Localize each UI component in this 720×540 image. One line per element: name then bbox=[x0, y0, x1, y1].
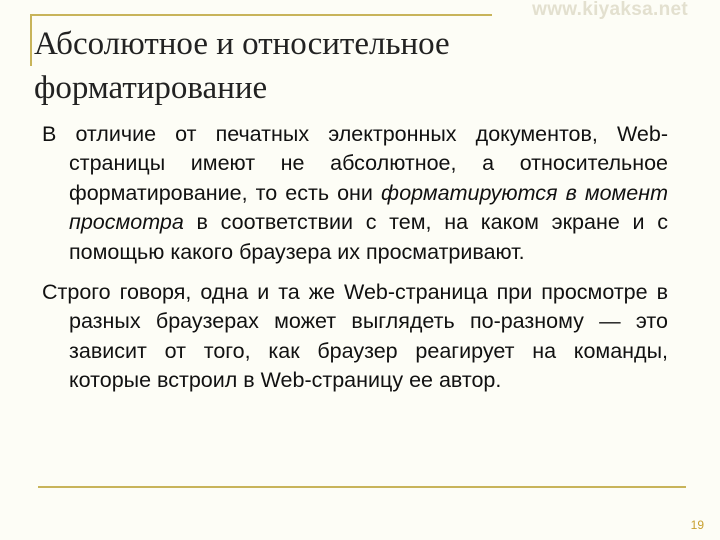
paragraph-1-italic: форматируются в момент просмотра bbox=[69, 180, 668, 235]
paragraph-2: Строго говоря, одна и та же Web-страница при просмотре в разных браузерах может выглядеть по-разному — это зависит от того, как браузер реагирует на команды, которые встроил в Web-страницу ее автор. bbox=[42, 280, 668, 393]
watermark-text: www.kiyaksa.net bbox=[532, 0, 688, 20]
page-number: 19 bbox=[690, 518, 704, 532]
paragraph-1-text-end: в соответствии с тем, на каком экране и с помощью какого браузера их просматривают. bbox=[69, 210, 668, 264]
paragraph-1 bbox=[42, 120, 668, 267]
footer-divider bbox=[38, 486, 686, 488]
paragraph-1-text-start: В отличие от печатных электронных документов, Web-страницы имеют не абсолютное, а относительное форматирование, то есть они bbox=[42, 122, 668, 205]
slide-title: Абсолютное и относительное форматирование bbox=[34, 26, 450, 106]
slide-body bbox=[42, 120, 668, 407]
